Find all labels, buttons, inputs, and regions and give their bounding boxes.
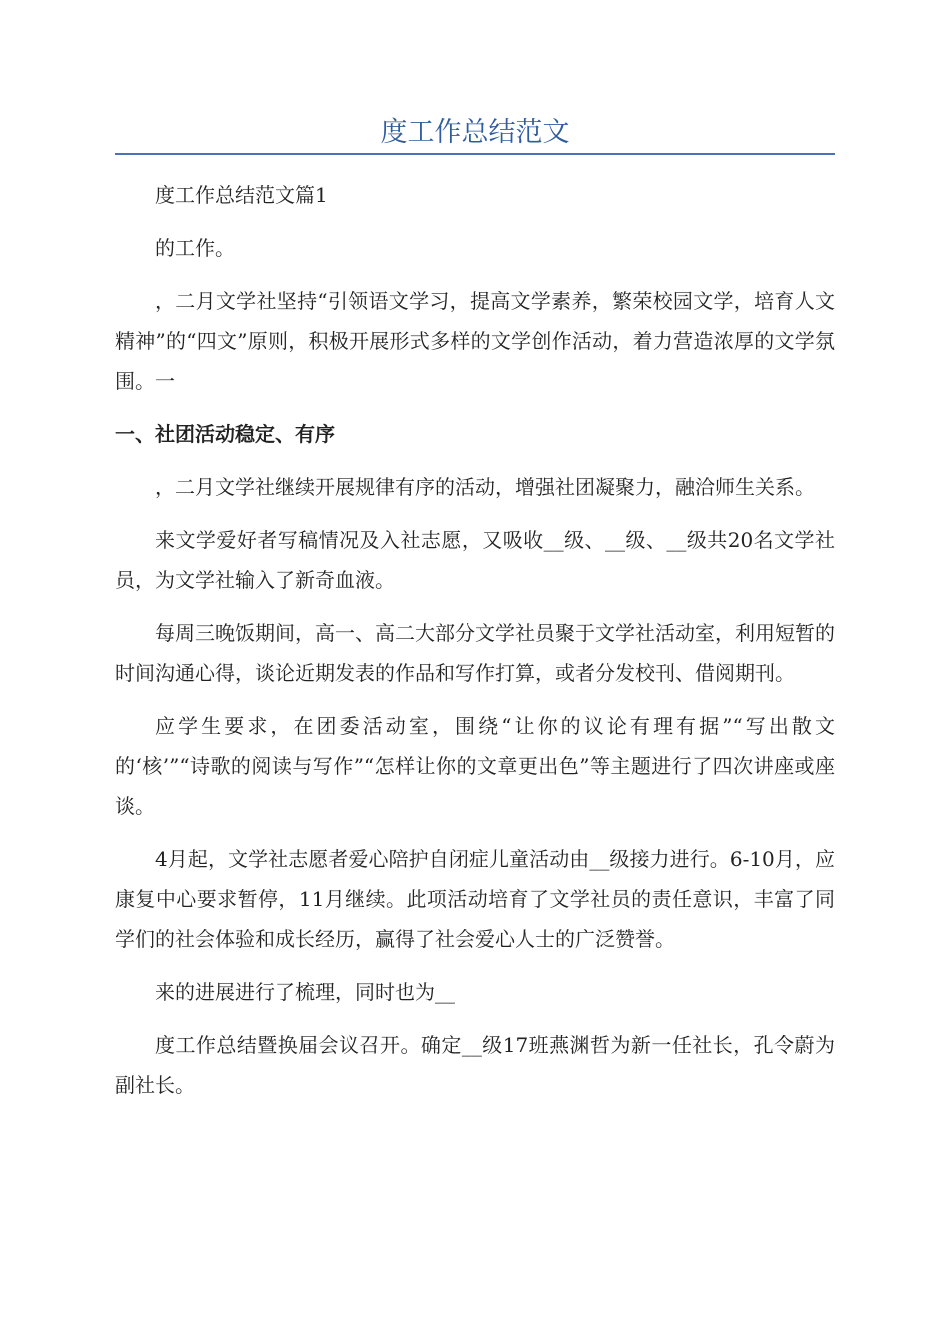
body-paragraph: 的工作。 — [155, 236, 235, 260]
title-underline — [115, 153, 835, 155]
body-paragraph: 来的进展进行了梳理，同时也为__ — [155, 980, 455, 1004]
body-paragraph: ，二月文学社继续开展规律有序的活动，增强社团凝聚力，融洽师生关系。 — [155, 475, 815, 499]
body-paragraph: 度工作总结暨换届会议召开。确定__级17班燕渊哲为新一任社长，孔令蔚为副社长。 — [115, 1033, 835, 1097]
document-title: 度工作总结范文 — [380, 117, 570, 148]
body-paragraph: 4月起，文学社志愿者爱心陪护自闭症儿童活动由__级接力进行。6-10月，应康复中心要求暂停，11月继续。此项活动培育了文学社员的责任意识，丰富了同学们的社会体验和成长经历，赢得了社会爱心人士的广泛赞誉。 — [115, 847, 835, 951]
body-paragraph: ，二月文学社坚持“引领语文学习，提高文学素养，繁荣校园文学，培育人文精神”的“四文”原则，积极开展形式多样的文学创作活动，着力营造浓厚的文学氛围。一 — [115, 289, 835, 393]
subtitle-paragraph: 度工作总结范文篇1 — [155, 183, 328, 207]
section-heading: 一、社团活动稳定、有序 — [115, 422, 335, 446]
document-body — [115, 175, 835, 1118]
body-paragraph: 来文学爱好者写稿情况及入社志愿，又吸收__级、__级、__级共20名文学社员，为文学社输入了新奇血液。 — [115, 528, 835, 592]
body-paragraph: 应学生要求，在团委活动室，围绕“让你的议论有理有据”“写出散文的‘核’”“诗歌的阅读与写作”“怎样让你的文章更出色”等主题进行了四次讲座或座谈。 — [115, 714, 835, 818]
body-paragraph: 每周三晚饭期间，高一、高二大部分文学社员聚于文学社活动室，利用短暂的时间沟通心得，谈论近期发表的作品和写作打算，或者分发校刊、借阅期刊。 — [115, 621, 835, 685]
